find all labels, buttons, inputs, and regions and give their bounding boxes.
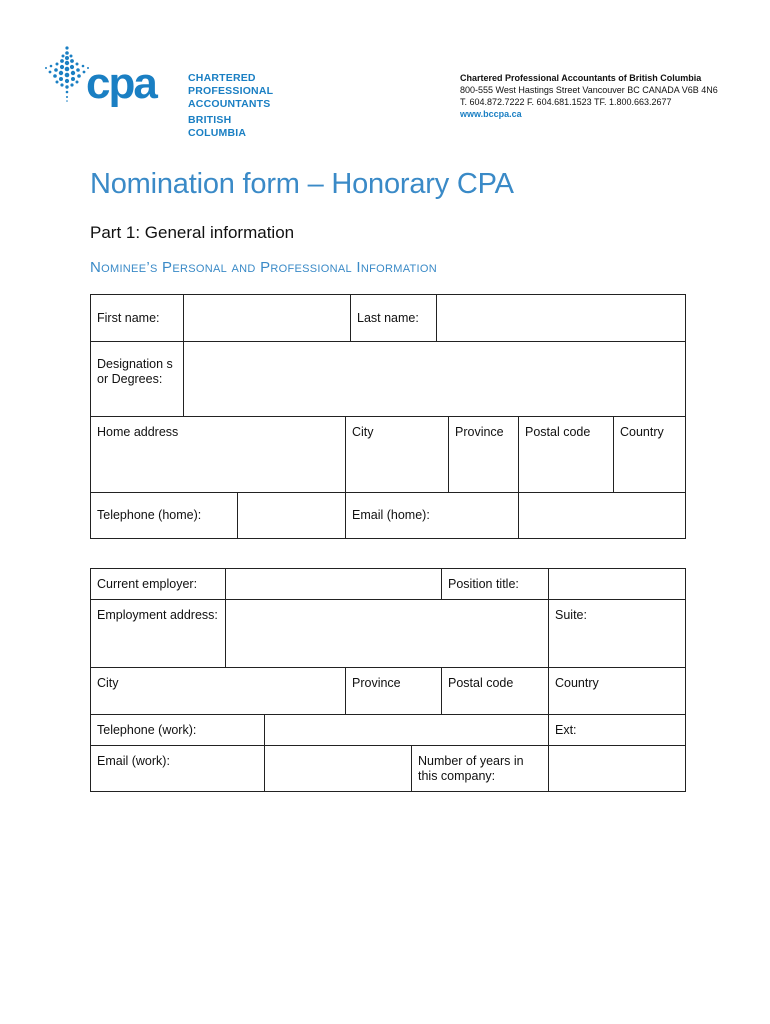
work-province-field[interactable]: [346, 668, 442, 715]
email-work-field[interactable]: [265, 746, 412, 791]
ext-field[interactable]: [549, 715, 685, 746]
telephone-work-field[interactable]: [265, 715, 549, 746]
contact-address: 800-555 West Hastings Street Vancouver BC CANADA V6B 4N6: [460, 85, 718, 95]
cpa-logo: [42, 44, 292, 139]
position-title-field[interactable]: [549, 569, 685, 600]
cpa-wordmark: cpa: [86, 59, 156, 108]
home-address-field[interactable]: [91, 417, 346, 493]
work-city-label: City: [97, 676, 119, 690]
logo-line2: PROFESSIONAL: [188, 85, 274, 97]
home-province-label: Province: [455, 425, 504, 439]
part-heading: Part 1: General information: [90, 223, 295, 242]
logo-line4: BRITISH COLUMBIA: [188, 114, 247, 139]
suite-label: Suite:: [555, 608, 587, 622]
home-postal-code-label: Postal code: [525, 425, 591, 439]
employment-address-label: Employment address:: [91, 600, 226, 668]
current-employer-field[interactable]: [226, 569, 442, 600]
suite-field[interactable]: [549, 600, 685, 668]
home-address-label: Home address: [97, 425, 179, 439]
first-name-label: First name:: [91, 295, 184, 342]
email-home-field[interactable]: [519, 493, 685, 538]
last-name-label: Last name:: [351, 295, 437, 342]
last-name-field[interactable]: [437, 295, 685, 342]
email-work-label: Email (work):: [91, 746, 265, 791]
work-province-label: Province: [352, 676, 401, 690]
contact-org: Chartered Professional Accountants of British Columbia: [460, 73, 702, 83]
logo-line1: CHARTERED: [188, 72, 256, 84]
contact-block: [460, 72, 718, 120]
employment-address-field[interactable]: [226, 600, 549, 668]
designations-label: Designation s or Degrees:: [91, 342, 184, 417]
logo-text: [188, 72, 292, 140]
logo-line3: ACCOUNTANTS: [188, 98, 271, 110]
work-postal-code-field[interactable]: [442, 668, 549, 715]
position-title-label: Position title:: [442, 569, 549, 600]
personal-info-table: [90, 294, 686, 539]
employment-info-table: [90, 568, 686, 792]
home-city-field[interactable]: [346, 417, 449, 493]
telephone-home-field[interactable]: [238, 493, 346, 538]
current-employer-label: Current employer:: [91, 569, 226, 600]
home-country-label: Country: [620, 425, 664, 439]
email-home-label: Email (home):: [346, 493, 519, 538]
first-name-field[interactable]: [184, 295, 351, 342]
home-city-label: City: [352, 425, 374, 439]
telephone-home-label: Telephone (home):: [91, 493, 238, 538]
home-postal-code-field[interactable]: [519, 417, 614, 493]
telephone-work-label: Telephone (work):: [91, 715, 265, 746]
years-in-company-field[interactable]: [549, 746, 685, 791]
section-heading: Nominee’s Personal and Professional Information: [90, 259, 438, 276]
work-postal-code-label: Postal code: [448, 676, 514, 690]
work-country-label: Country: [555, 676, 599, 690]
maple-leaf-icon: [42, 44, 92, 104]
work-country-field[interactable]: [549, 668, 685, 715]
home-country-field[interactable]: [614, 417, 685, 493]
home-province-field[interactable]: [449, 417, 519, 493]
contact-web-link[interactable]: www.bccpa.ca: [460, 109, 522, 119]
contact-phones: T. 604.872.7222 F. 604.681.1523 TF. 1.800.663.2677: [460, 97, 672, 107]
page-title: Nomination form – Honorary CPA: [90, 168, 514, 200]
ext-label: Ext:: [555, 723, 577, 737]
designations-field[interactable]: [184, 342, 685, 417]
years-in-company-label: Number of years in this company:: [412, 746, 549, 791]
work-city-field[interactable]: [91, 668, 346, 715]
